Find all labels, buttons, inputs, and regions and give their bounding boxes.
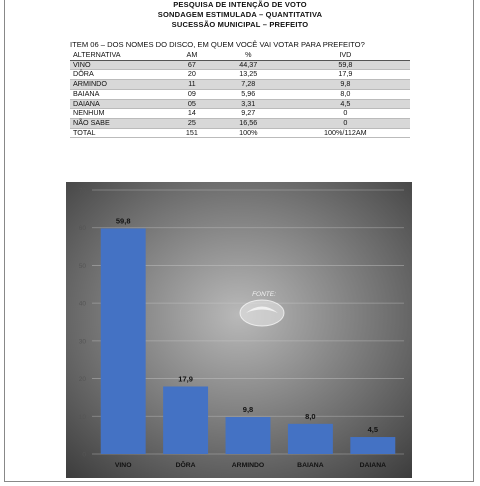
- bar: [350, 437, 395, 454]
- bar: [288, 424, 333, 454]
- cell: 09: [168, 89, 216, 99]
- x-tick-label: BAIANA: [297, 462, 324, 469]
- table-row: [70, 109, 410, 119]
- cell: 5,96: [216, 89, 281, 99]
- y-tick-label: 50: [78, 262, 86, 270]
- cell: TOTAL: [70, 128, 168, 138]
- bar: [163, 386, 208, 454]
- cell: 4,5: [281, 99, 410, 109]
- cell: 11: [168, 80, 216, 90]
- cell: 0: [281, 109, 410, 119]
- cell: 59,8: [281, 60, 410, 70]
- question-text: ITEM 06 – DOS NOMES DO DISCO, EM QUEM VOCÊ VAI VOTAR PARA PREFEITO?: [70, 40, 365, 49]
- column-header: IVD: [281, 51, 410, 60]
- y-tick-label: 30: [78, 338, 86, 346]
- results-table: [70, 51, 410, 138]
- y-tick-label: 20: [78, 376, 86, 384]
- cell: 0: [281, 118, 410, 128]
- watermark-emblem: [240, 300, 284, 326]
- bar-chart: [66, 182, 412, 478]
- cell: 151: [168, 128, 216, 138]
- column-header: ALTERNATIVA: [70, 51, 168, 60]
- bar: [226, 417, 271, 454]
- cell: 05: [168, 99, 216, 109]
- table-header-row: [70, 51, 410, 60]
- cell: NENHUM: [70, 109, 168, 119]
- cell: 44,37: [216, 60, 281, 70]
- cell: ARMINDO: [70, 80, 168, 90]
- y-tick-label: 10: [78, 413, 86, 421]
- cell: 7,28: [216, 80, 281, 90]
- column-header: AM: [168, 51, 216, 60]
- x-tick-label: VINO: [114, 462, 132, 469]
- table-row: [70, 128, 410, 138]
- cell: DAIANA: [70, 99, 168, 109]
- cell: DÔRA: [70, 70, 168, 80]
- cell: VINO: [70, 60, 168, 70]
- table-row: [70, 70, 410, 80]
- data-label: 59,8: [115, 216, 131, 226]
- header-line-1: PESQUISA DE INTENÇÃO DE VOTO: [173, 0, 307, 9]
- cell: 8,0: [281, 89, 410, 99]
- x-tick-label: DAIANA: [359, 462, 387, 469]
- cell: 67: [168, 60, 216, 70]
- data-label: 8,0: [305, 411, 316, 421]
- x-tick-label: DÔRA: [175, 462, 196, 469]
- cell: 20: [168, 70, 216, 80]
- cell: 25: [168, 118, 216, 128]
- cell: 3,31: [216, 99, 281, 109]
- y-tick-label: 60: [78, 225, 86, 233]
- header-line-2: SONDAGEM ESTIMULADA – QUANTITATIVA: [157, 10, 323, 19]
- data-label: 17,9: [178, 374, 193, 384]
- cell: 16,56: [216, 118, 281, 128]
- cell: 100%: [216, 128, 281, 138]
- cell: 9,8: [281, 80, 410, 90]
- table-row: [70, 99, 410, 109]
- bar: [101, 228, 146, 454]
- data-label: 4,5: [367, 425, 379, 435]
- cell: NÃO SABE: [70, 118, 168, 128]
- data-label: 9,8: [242, 405, 254, 415]
- cell: 9,27: [216, 109, 281, 119]
- table-row: [70, 80, 410, 90]
- cell: 17,9: [281, 70, 410, 80]
- header-line-3: SUCESSÃO MUNICIPAL – PREFEITO: [171, 20, 309, 29]
- table-row: [70, 89, 410, 99]
- y-tick-label: 40: [78, 300, 86, 308]
- cell: 14: [168, 109, 216, 119]
- cell: 100%/112AM: [281, 128, 410, 138]
- x-tick-label: ARMINDO: [231, 462, 265, 469]
- table-row: [70, 118, 410, 128]
- watermark-text: FONTE:: [252, 291, 276, 298]
- cell: BAIANA: [70, 89, 168, 99]
- y-tick-label: 70: [78, 187, 86, 195]
- cell: 13,25: [216, 70, 281, 80]
- column-header: %: [216, 51, 281, 60]
- y-tick-label: 0: [82, 451, 86, 459]
